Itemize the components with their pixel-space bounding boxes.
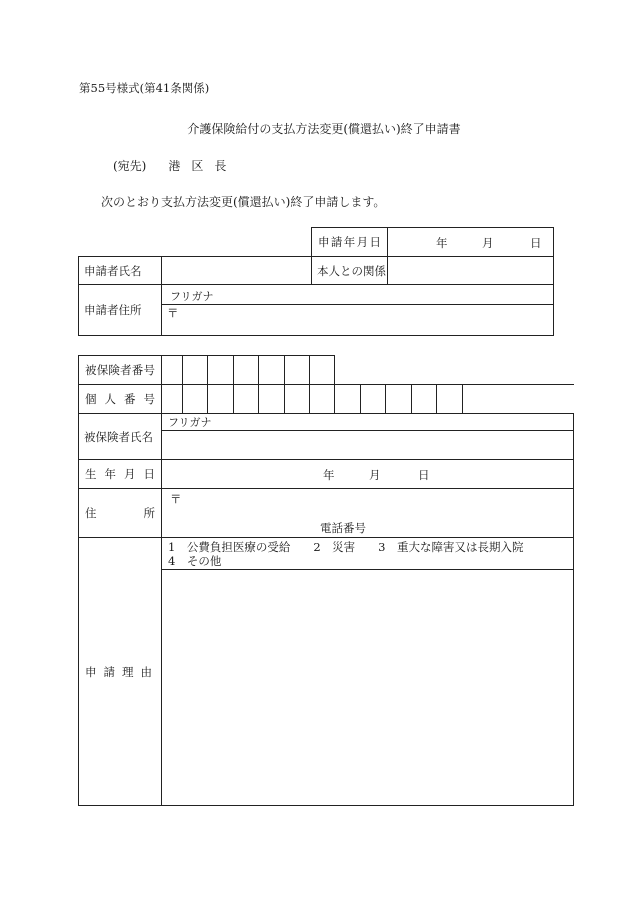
reason-options-line1: 1 公費負担医療の受給 2 災害 3 重大な障害又は長期入院 — [168, 540, 524, 554]
date-month-unit: 月 — [482, 236, 494, 250]
relation-field[interactable] — [388, 257, 554, 285]
personal-number-box[interactable] — [335, 385, 361, 414]
insured-number-box[interactable] — [183, 356, 208, 385]
reason-label: 申請理由 — [79, 538, 162, 806]
personal-number-box[interactable] — [234, 385, 259, 414]
insured-number-box[interactable] — [259, 356, 285, 385]
document-title: 介護保険給付の支払方法変更(償還払い)終了申請書 — [187, 122, 461, 136]
blank-cell — [79, 228, 312, 257]
applicant-furigana-field[interactable] — [162, 285, 554, 305]
insured-name-field[interactable] — [162, 431, 574, 460]
furigana-label: フリガナ — [168, 416, 212, 429]
personal-number-label: 個人番号 — [79, 385, 162, 414]
personal-number-box[interactable] — [361, 385, 386, 414]
furigana-label: フリガナ — [170, 290, 214, 303]
birth-date-label: 生年月日 — [79, 460, 162, 489]
insured-address-field[interactable] — [162, 489, 574, 538]
personal-number-box[interactable] — [162, 385, 183, 414]
personal-number-box[interactable] — [259, 385, 285, 414]
personal-number-box[interactable] — [208, 385, 234, 414]
reason-options[interactable] — [162, 538, 574, 570]
intro-text: 次のとおり支払方法変更(償還払い)終了申請します。 — [101, 195, 386, 209]
blank-cell — [335, 356, 574, 385]
insured-furigana-field[interactable] — [162, 414, 574, 431]
insured-name-label: 被保険者氏名 — [79, 414, 162, 460]
insured-number-box[interactable] — [310, 356, 335, 385]
application-date-field[interactable] — [388, 228, 554, 257]
applicant-address-label: 申請者住所 — [79, 285, 162, 336]
applicant-name-label: 申請者氏名 — [79, 257, 162, 285]
birth-month-unit: 月 — [369, 468, 381, 482]
relation-label: 本人との関係 — [312, 257, 388, 285]
insured-number-box[interactable] — [234, 356, 259, 385]
addressee-name: 港区長 — [168, 159, 238, 173]
insured-number-box[interactable] — [208, 356, 234, 385]
insured-number-label: 被保険者番号 — [79, 356, 162, 385]
personal-number-box[interactable] — [437, 385, 463, 414]
insured-number-box[interactable] — [285, 356, 310, 385]
birth-day-unit: 日 — [418, 468, 430, 482]
postal-mark: 〒 — [170, 492, 182, 506]
personal-number-box[interactable] — [412, 385, 437, 414]
personal-number-box[interactable] — [310, 385, 335, 414]
application-date-label: 申請年月日 — [312, 228, 388, 257]
personal-number-box[interactable] — [386, 385, 412, 414]
birth-date-field[interactable] — [162, 460, 574, 489]
form-number: 第55号様式(第41条関係) — [79, 81, 210, 95]
applicant-table — [78, 227, 554, 336]
personal-number-box[interactable] — [285, 385, 310, 414]
reason-options-line2: 4 その他 — [168, 554, 222, 568]
reason-detail-field[interactable] — [162, 570, 574, 806]
date-day-unit: 日 — [530, 236, 542, 250]
insured-number-box[interactable] — [162, 356, 183, 385]
phone-label: 電話番号 — [320, 521, 366, 535]
blank-cell — [463, 385, 574, 414]
applicant-name-field[interactable] — [162, 257, 312, 285]
addressee-prefix: (宛先) — [113, 159, 147, 173]
birth-year-unit: 年 — [323, 468, 335, 482]
addressee — [113, 157, 237, 174]
postal-mark: 〒 — [167, 306, 179, 320]
applicant-address-field[interactable] — [162, 305, 554, 336]
date-year-unit: 年 — [436, 236, 448, 250]
insured-address-label: 住所 — [79, 489, 162, 538]
personal-number-box[interactable] — [183, 385, 208, 414]
insured-table — [78, 355, 574, 806]
